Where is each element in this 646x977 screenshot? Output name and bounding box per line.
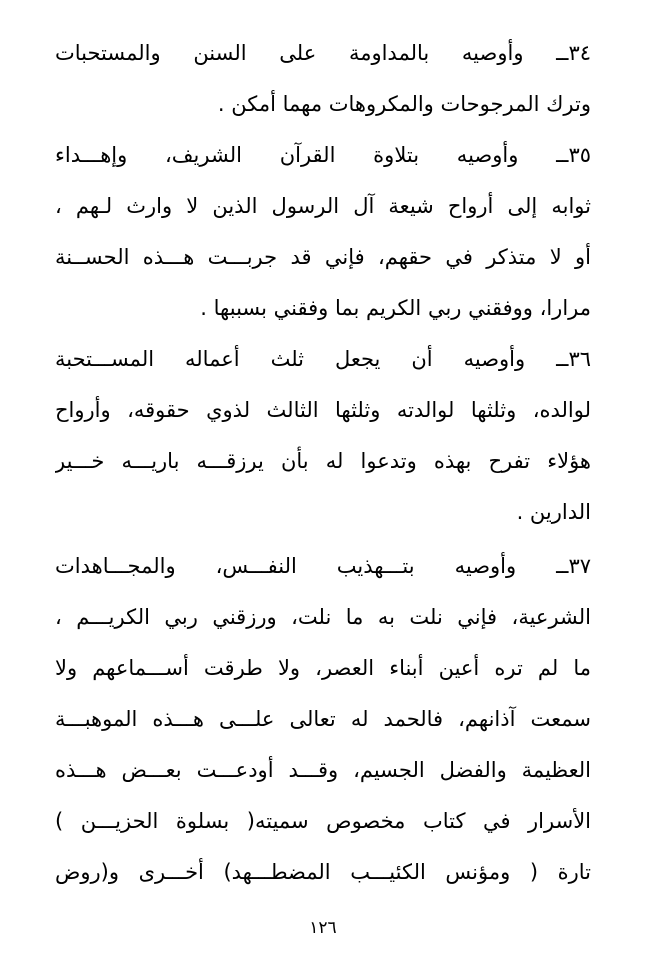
text-line: ٣٤ــ وأوصيه بالمداومة على السنن والمستحبات (55, 41, 591, 65)
text-line: الأسرار في كتاب مخصوص سميته( بسلوة الحزيـــن ) (55, 809, 591, 833)
text-line: وترك المرجوحات والمكروهات مهما أمكن . (217, 92, 591, 116)
text-line: أو لا متذكر في حقهم، فإني قد جربـــت هـــذه الحســنة (55, 245, 591, 269)
text-line: ٣٦ــ وأوصيه أن يجعل ثلث أعماله المســـتحبة (55, 347, 591, 371)
paragraph-35 (55, 130, 591, 334)
text-line: سمعت آذانهم، فالحمد له تعالى علـــى هـــذه الموهبـــة (55, 707, 591, 731)
paragraph-34 (55, 28, 591, 130)
paragraph-37 (55, 541, 591, 898)
text-line: هؤلاء تفرح بهذه وتدعوا له بأن يرزقـــه باريـــه خـــير (55, 449, 591, 473)
text-line: الشرعية، فإني نلت به ما نلت، ورزقني ربي الكريـــم ، (55, 605, 591, 629)
paragraph-36 (55, 334, 591, 538)
text-line: ٣٧ــ وأوصيه بتـــهذيب النفـــس، والمجـــاهدات (55, 554, 591, 578)
text-line: ما لم تره أعين أبناء العصر، ولا طرقت أســـماعهم ولا (55, 656, 591, 680)
text-line: تارة ( ومؤنس الكئيـــب المضطـــهد) أخـــرى و(روض (55, 860, 591, 884)
text-line: مرارا، ووفقني ربي الكريم بما وفقني بسببها . (200, 296, 591, 320)
text-line: الدارين . (516, 500, 591, 524)
page-number: ١٢٦ (309, 918, 337, 938)
text-line: العظيمة والفضل الجسيم، وقـــد أودعـــت بعـــض هـــذه (55, 758, 591, 782)
text-line: لوالده، وثلثها لوالدته وثلثها الثالث لذوي حقوقه، وأرواح (55, 398, 591, 422)
text-line: ثوابه إلى أرواح شيعة آل الرسول الذين لا وارث لـهم ، (55, 194, 591, 218)
page-text (55, 28, 591, 898)
text-line: ٣٥ــ وأوصيه بتلاوة القرآن الشريف، وإهـــداء (55, 143, 591, 167)
